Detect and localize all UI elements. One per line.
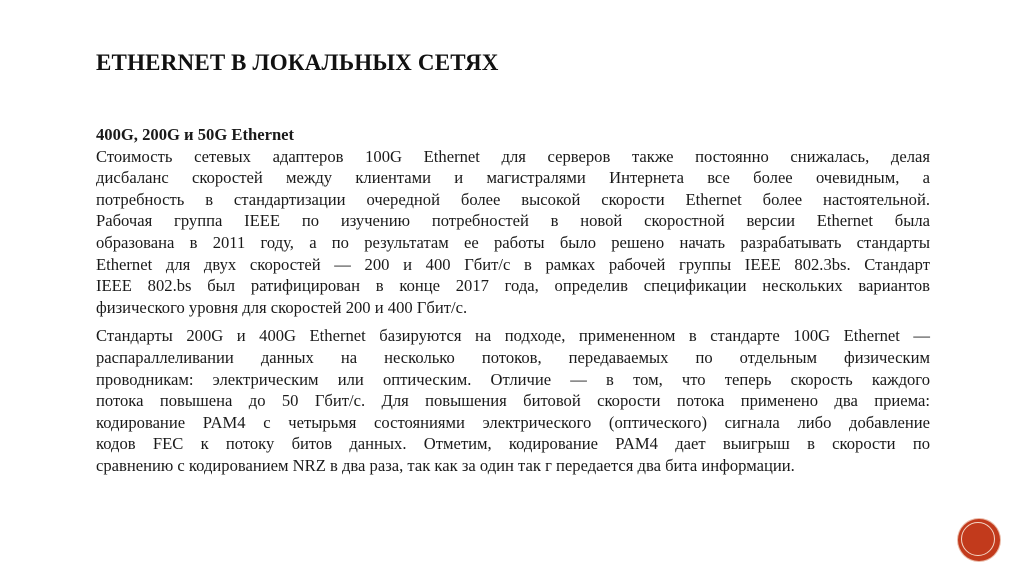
text-line: потребность в стандартизации очередной более высокой скорости Ethernet более настоятельной. [96,189,930,209]
text-line: Стандарты 200G и 400G Ethernet базируются на подходе, примененном в стандарте 100G Ethernet — [96,326,930,346]
text-line: дисбаланс скоростей между клиентами и магистралями Интернета все более очевидным, а [96,168,930,188]
slide-body [96,124,930,477]
subheading: 400G, 200G и 50G Ethernet [96,125,295,144]
paragraph-2 [96,325,930,476]
text-line: кодирование PAM4 с четырьмя состояниями электрического (оптического) сигнала либо добавление [96,412,930,432]
text-line: распараллеливании данных на несколько потоков, передаваемых по отдельным физическим [96,347,930,367]
text-line: Рабочая группа IEEE по изучению потребностей в новой скоростной версии Ethernet была [96,211,930,231]
text-line: физического уровня для скоростей 200 и 400 Гбит/с. [96,297,468,317]
slide-nav-circle-button[interactable] [958,519,1000,561]
text-line: Стоимость сетевых адаптеров 100G Ethernet для серверов также постоянно снижалась, делая [96,146,930,166]
text-line: образована в 2011 году, а по результатам ее работы было решено начать разрабатывать стандарты [96,232,930,252]
text-line: проводникам: электрическим или оптическим. Отличие — в том, что теперь скорость каждого [96,369,930,389]
paragraph-1 [96,146,930,319]
text-line: Ethernet для двух скоростей — 200 и 400 Гбит/с в рамках рабочей группы IEEE 802.3bs. Стандарт [96,254,930,274]
text-line: IEEE 802.bs был ратифицирован в конце 2017 года, определив спецификации нескольких вариантов [96,276,930,296]
text-line: кодов FEC к потоку битов данных. Отметим, кодирование PAM4 дает выигрыш в скорости по [96,434,930,454]
text-line: потока повышена до 50 Гбит/с. Для повышения битовой скорости потока применено два приема: [96,391,930,411]
text-line: сравнению с кодированием NRZ в два раза, так как за один так г передается два бита информации. [96,455,795,475]
slide-title: ETHERNET В ЛОКАЛЬНЫХ СЕТЯХ [96,50,499,75]
